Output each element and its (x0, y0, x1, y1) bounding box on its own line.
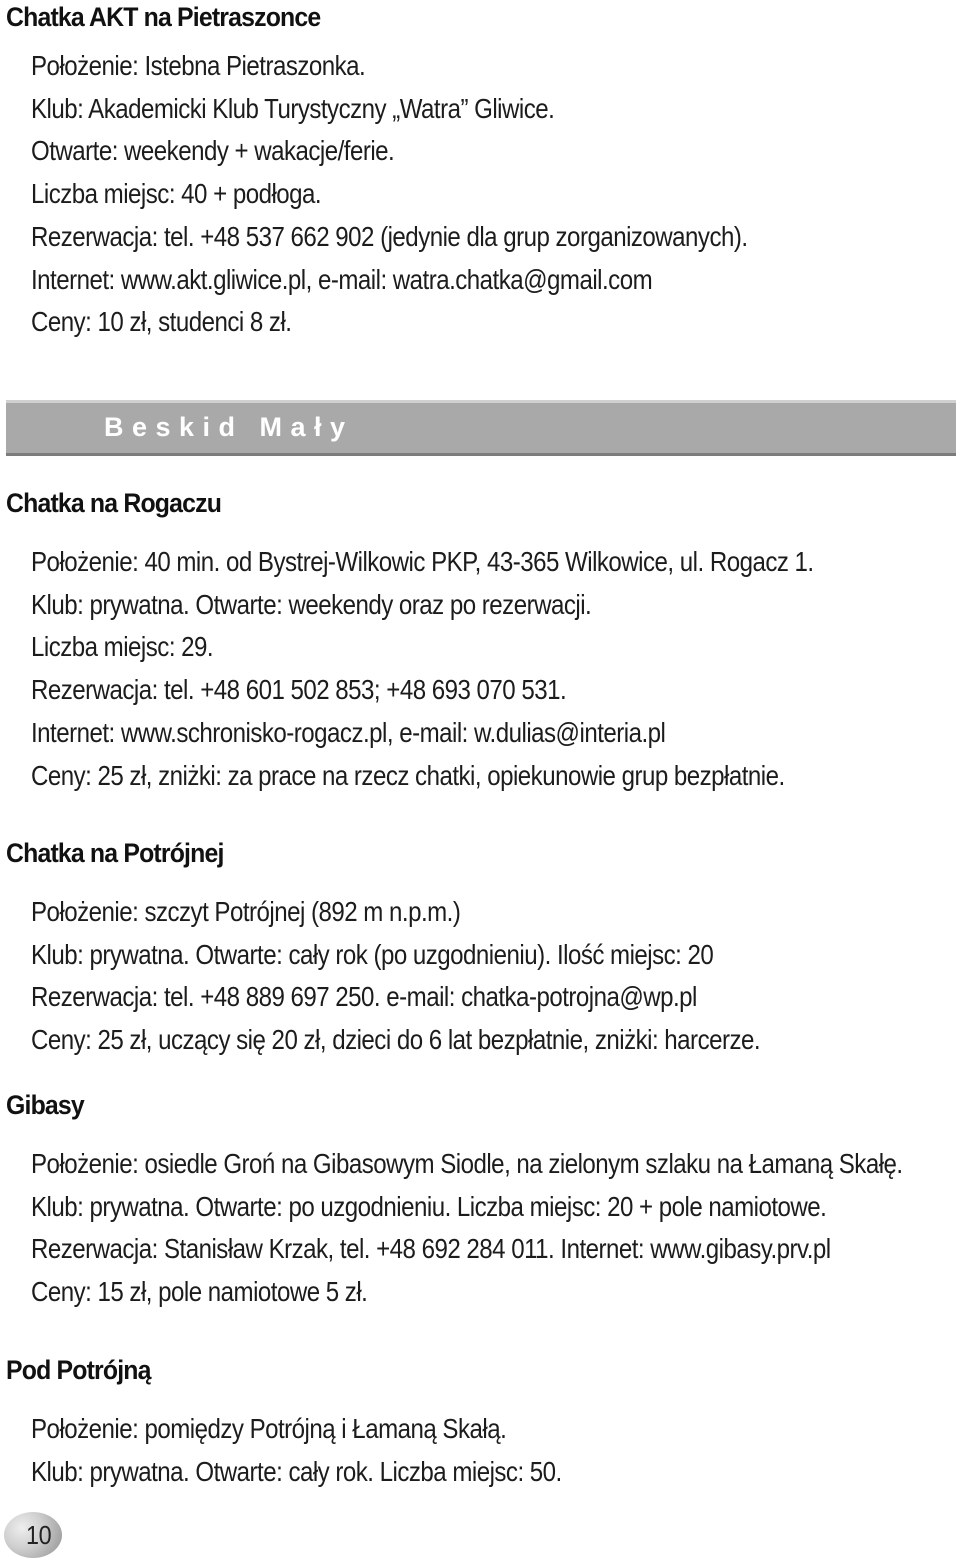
detail-prices: Ceny: 25 zł, uczący się 20 zł, dzieci do 6 lat bezpłatnie, zniżki: harcerze. (31, 1024, 761, 1056)
entry-title: Chatka AKT na Pietraszonce (6, 2, 321, 32)
detail-location: Położenie: Istebna Pietraszonka. (31, 50, 366, 81)
detail-reservation: Rezerwacja: tel. +48 537 662 902 (jedynie dla grup zorganizowanych). (31, 220, 748, 252)
entry-title: Chatka na Rogaczu (6, 488, 222, 518)
detail-club: Klub: prywatna. Otwarte: cały rok (po uzgodnieniu). Ilość miejsc: 20 (31, 938, 714, 970)
detail-prices: Ceny: 15 zł, pole namiotowe 5 zł. (31, 1276, 368, 1308)
detail-location: Położenie: szczyt Potrójnej (892 m n.p.m.) (31, 896, 461, 927)
entry-details (31, 1408, 956, 1493)
detail-club: Klub: prywatna. Otwarte: cały rok. Liczba miejsc: 50. (31, 1455, 562, 1487)
entry-title: Chatka na Potrójnej (6, 838, 224, 868)
detail-reservation: Rezerwacja: tel. +48 601 502 853; +48 693 070 531. (31, 674, 567, 706)
detail-location: Położenie: 40 min. od Bystrej-Wilkowic PKP, 43-365 Wilkowice, ul. Rogacz 1. (31, 546, 814, 577)
detail-location: Położenie: osiedle Groń na Gibasowym Siodle, na zielonym szlaku na Łamaną Skałę. (31, 1148, 903, 1179)
page-number: 10 (26, 1520, 52, 1550)
entry-details (31, 45, 956, 344)
page-number-badge (4, 1512, 62, 1558)
entry-chatka-rogacz (6, 488, 956, 797)
detail-prices: Ceny: 10 zł, studenci 8 zł. (31, 306, 292, 338)
entry-details (31, 891, 956, 1062)
detail-internet: Internet: www.akt.gliwice.pl, e-mail: watra.chatka@gmail.com (31, 263, 653, 295)
detail-location: Położenie: pomiędzy Potrójną i Łamaną Skałą. (31, 1413, 507, 1444)
detail-capacity: Liczba miejsc: 40 + podłoga. (31, 178, 322, 210)
entry-title: Pod Potrójną (6, 1355, 151, 1385)
entry-gibasy (6, 1090, 956, 1314)
detail-internet: Internet: www.schronisko-rogacz.pl, e-mail: w.dulias@interia.pl (31, 716, 666, 748)
entry-chatka-potrojna (6, 838, 956, 1062)
entry-chatka-akt (6, 2, 956, 344)
section-title: Beskid Mały (104, 412, 354, 442)
detail-club: Klub: Akademicki Klub Turystyczny „Watra” Gliwice. (31, 92, 555, 124)
detail-club: Klub: prywatna. Otwarte: weekendy oraz po rezerwacji. (31, 588, 592, 620)
entry-details (31, 1143, 956, 1314)
entry-details (31, 541, 956, 797)
detail-prices: Ceny: 25 zł, zniżki: za prace na rzecz chatki, opiekunowie grup bezpłatnie. (31, 759, 785, 791)
section-header-bar (6, 400, 956, 456)
detail-capacity: Liczba miejsc: 29. (31, 631, 214, 663)
entry-pod-potrojna (6, 1355, 956, 1493)
detail-club: Klub: prywatna. Otwarte: po uzgodnieniu. Liczba miejsc: 20 + pole namiotowe. (31, 1190, 827, 1222)
detail-reservation: Rezerwacja: tel. +48 889 697 250. e-mail: chatka-potrojna@wp.pl (31, 981, 697, 1013)
detail-reservation: Rezerwacja: Stanisław Krzak, tel. +48 692 284 011. Internet: www.gibasy.prv.pl (31, 1233, 831, 1265)
detail-open: Otwarte: weekendy + wakacje/ferie. (31, 135, 395, 167)
entry-title: Gibasy (6, 1090, 84, 1120)
